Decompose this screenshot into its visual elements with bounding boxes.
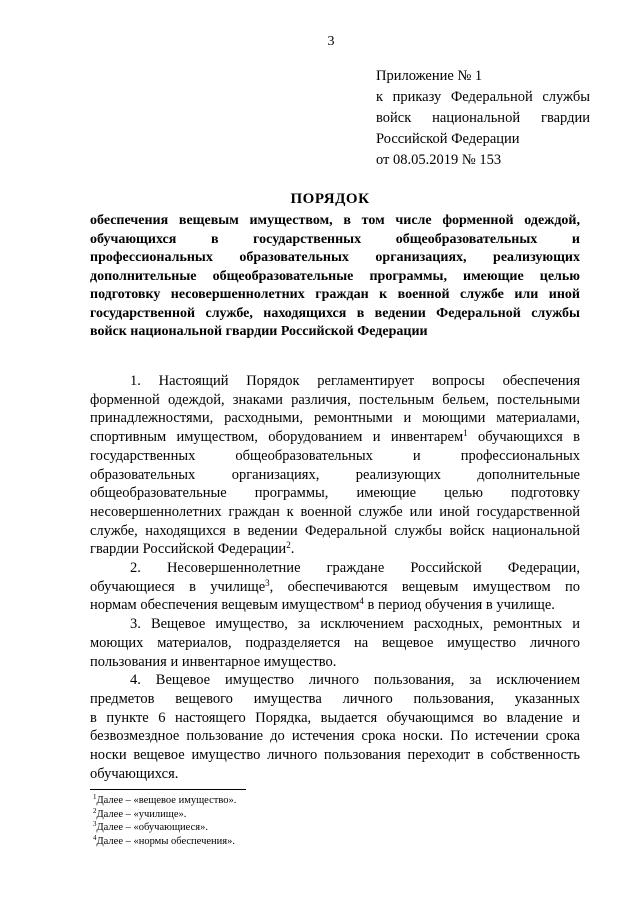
subtitle-line: подготовку несовершеннолетних граждан к военной службе или иной xyxy=(90,287,580,302)
document-title: ПОРЯДОК xyxy=(290,191,370,207)
text-line xyxy=(90,578,580,597)
subtitle-line: профессиональных образовательных организациях, реализующих xyxy=(90,250,580,265)
footnote-text: Далее – «вещевое имущество». xyxy=(96,795,237,806)
text-line xyxy=(90,540,580,559)
subtitle-line: обеспечения вещевым имуществом, в том числе форменной одеждой, xyxy=(90,213,580,228)
text-span: обучающихся в xyxy=(467,429,580,446)
text-line: безвозмездное пользование до истечения срока носки. По истечении срока xyxy=(90,728,580,745)
text-line: 3. Вещевое имущество, за исключением расходных, ремонтных и xyxy=(130,616,580,633)
text-line: 2. Несовершеннолетние граждане Российской Федерации, xyxy=(130,560,580,577)
document-body xyxy=(90,372,580,783)
footnote-text: Далее – «училище». xyxy=(96,808,187,820)
text-line: несовершеннолетних граждан к военной службе или иной государственной xyxy=(90,503,580,520)
footnote xyxy=(93,835,393,849)
footnote-ref: 2 xyxy=(286,540,291,551)
text-line: моющих материалов, подразделяется на вещевое имущество личного xyxy=(90,634,580,651)
subtitle-line: войск национальной гвардии Российской Федерации xyxy=(90,324,428,339)
footnote-text: Далее – «обучающиеся». xyxy=(96,822,208,833)
footnote-ref: 1 xyxy=(463,428,468,439)
text-line: службе, находящихся в ведении Федеральной службы войск национальной xyxy=(90,522,580,539)
text-span: , обеспечиваются вещевым имуществом по xyxy=(269,578,580,595)
footnote xyxy=(93,794,393,808)
appendix-line: Российской Федерации xyxy=(376,131,520,147)
text-line: обучающихся. xyxy=(90,765,179,782)
footnote-ref: 4 xyxy=(359,596,364,607)
text-line xyxy=(90,428,580,447)
footnote-number: 1 xyxy=(93,793,97,801)
text-span: обучающиеся в училище xyxy=(90,578,266,595)
appendix-line: Приложение № 1 xyxy=(376,68,483,84)
text-line: пользования и инвентарное имущество. xyxy=(90,653,337,670)
text-line xyxy=(90,596,580,615)
footnote-separator xyxy=(90,789,246,790)
footnote-number: 3 xyxy=(93,820,97,828)
text-span: в период обучения в училище. xyxy=(363,597,555,614)
text-line: государственных общеобразовательных и профессиональных xyxy=(90,447,580,464)
text-line: образовательных организациях, реализующих дополнительные xyxy=(90,466,580,483)
text-line: 4. Вещевое имущество личного пользования, за исключением xyxy=(130,672,580,689)
paragraph-1 xyxy=(90,372,580,559)
text-line: принадлежностями, расходными, ремонтными и моющими материалами, xyxy=(90,410,580,427)
appendix-line: от 08.05.2019 № 153 xyxy=(376,152,502,168)
paragraph-2 xyxy=(90,559,580,615)
subtitle-line: государственной службе, находящихся в ведении Федеральной службы xyxy=(90,305,580,321)
paragraph-3 xyxy=(90,615,580,671)
footnote-ref: 3 xyxy=(265,577,270,588)
footnote-number: 2 xyxy=(93,806,97,815)
appendix-block xyxy=(376,66,590,171)
text-span: нормам обеспечения вещевым имуществом xyxy=(90,597,360,614)
subtitle-line: обучающихся в государственных общеобразовательных и xyxy=(90,231,580,247)
text-line: в пункте 6 настоящего Порядка, выдается обучающимся во владение и xyxy=(90,709,580,726)
text-line: предметов вещевого имущества личного пользования, указанных xyxy=(90,690,580,707)
text-line: носки вещевое имущество личного пользования переходит в собственность xyxy=(90,747,580,764)
paragraph-4 xyxy=(90,671,580,783)
footnote xyxy=(93,808,393,822)
appendix-line: к приказу Федеральной службы xyxy=(376,89,590,105)
text-line: форменной одеждой, знаками различия, постельным бельем, постельными xyxy=(90,391,580,408)
document-subtitle xyxy=(90,212,580,342)
footnote xyxy=(93,821,393,835)
text-span: спортивным имуществом, оборудованием и инвентарем xyxy=(90,429,464,446)
text-line: 1. Настоящий Порядок регламентирует вопросы обеспечения xyxy=(130,373,580,389)
text-line: общеобразовательные программы, имеющие целью подготовку xyxy=(90,485,580,502)
footnotes xyxy=(93,794,393,848)
footnote-number: 4 xyxy=(93,833,97,842)
page-number: 3 xyxy=(327,34,335,49)
subtitle-line: дополнительные общеобразовательные программы, имеющие целью xyxy=(90,268,580,284)
text-span: гвардии Российской Федерации xyxy=(90,541,287,558)
appendix-line: войск национальной гвардии xyxy=(376,110,590,126)
text-span: . xyxy=(290,541,295,558)
footnote-text: Далее – «нормы обеспечения». xyxy=(96,835,235,847)
